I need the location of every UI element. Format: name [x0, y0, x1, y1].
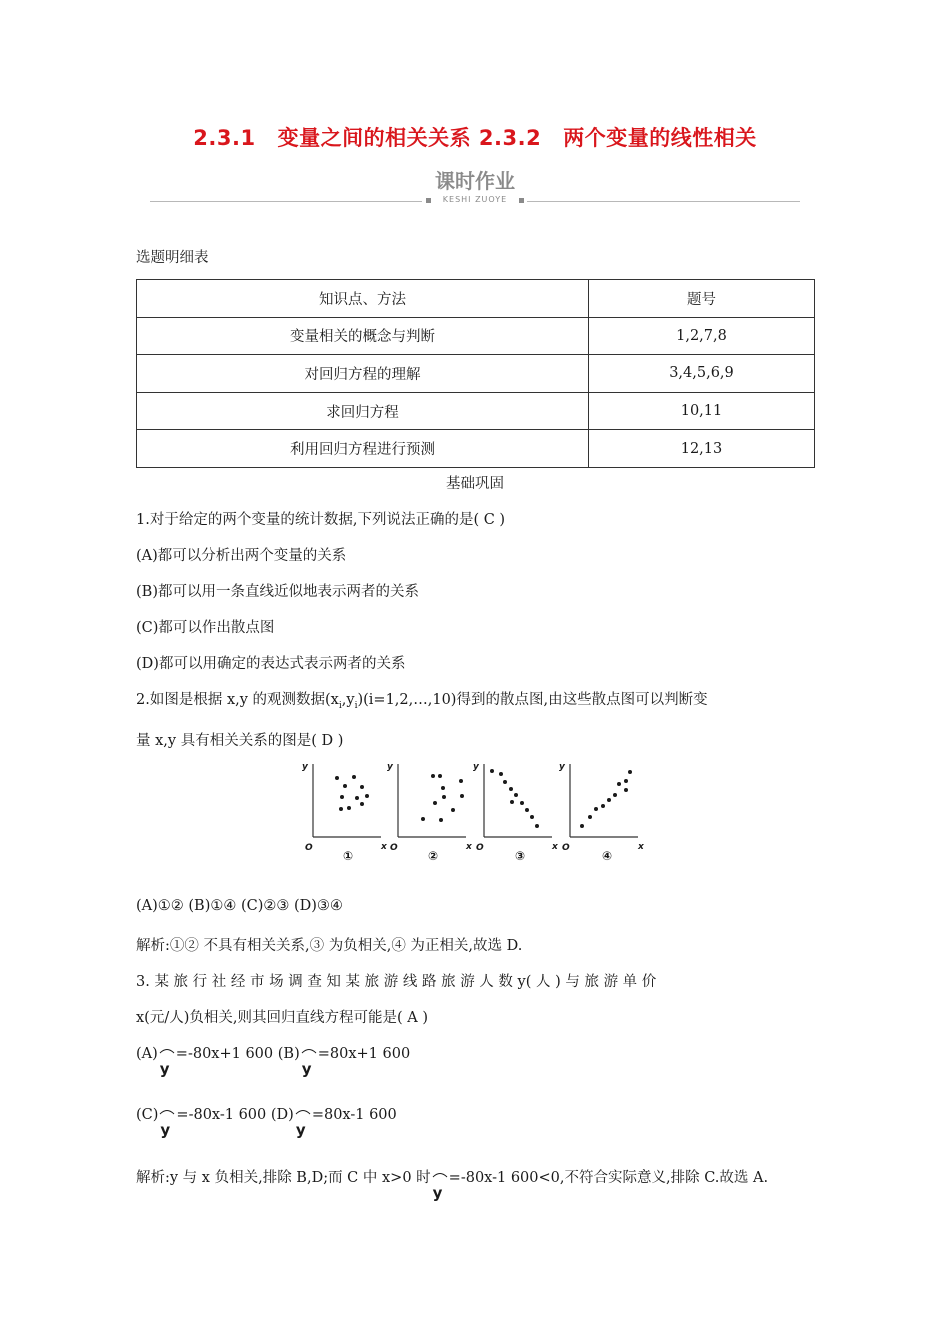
scatter-point: [439, 818, 443, 822]
plot-label-4: ④: [602, 849, 613, 863]
question-2-options: (A)①② (B)①④ (C)②③ (D)③④: [136, 898, 343, 914]
scatter-point: [594, 807, 598, 811]
hat-arc-icon: [159, 1047, 175, 1055]
scatter-point: [441, 786, 445, 790]
question-detail-table: [136, 279, 815, 468]
option-label: (C): [136, 1107, 159, 1123]
scatter-point: [617, 782, 621, 786]
question-3-stem-line-1: 3. 某 旅 行 社 经 市 场 调 查 知 某 旅 游 线 路 旅 游 人 数 y( 人 ) 与 旅 游 单 价: [136, 974, 657, 990]
scatter-point: [442, 795, 446, 799]
table-cell-numbers: 3,4,5,6,9: [589, 355, 815, 393]
question-2-stem-line-2: 量 x,y 具有相关关系的图是( D ): [136, 733, 344, 749]
hat-variable: y: [160, 1121, 171, 1139]
option-label: (D): [270, 1107, 294, 1123]
option-label: (B): [277, 1046, 300, 1062]
axis-y-label: y: [387, 762, 393, 772]
title-section-number-1: 2.3.1: [193, 126, 256, 150]
question-3-option-c: [136, 1105, 267, 1139]
hat-arc-icon: [432, 1171, 448, 1179]
scatter-point: [360, 802, 364, 806]
scatter-point: [451, 808, 455, 812]
hat-variable: y: [432, 1184, 443, 1202]
scatter-point: [460, 794, 464, 798]
option-expression: =-80x-1 600: [176, 1107, 267, 1123]
scatter-plot-4: [559, 762, 645, 863]
banner-rule-right: [527, 201, 800, 202]
plot-label-1: ①: [343, 849, 354, 863]
scatter-point: [343, 784, 347, 788]
axis-y-label: y: [302, 762, 308, 772]
hat-arc-icon: [295, 1108, 311, 1116]
scatter-point: [365, 794, 369, 798]
table-cell-numbers: 10,11: [589, 392, 815, 430]
scatter-point: [525, 808, 529, 812]
scatter-point: [433, 801, 437, 805]
title-section-text-2: 两个变量的线性相关: [563, 126, 757, 150]
question-1-option-b: (B)都可以用一条直线近似地表示两者的关系: [136, 584, 419, 600]
question-2-stem-part: 2.如图是根据 x,y 的观测数据(x: [136, 692, 339, 708]
axis-x-label: x: [466, 842, 472, 852]
option-expression: =80x+1 600: [317, 1046, 411, 1062]
axis-x-label: x: [552, 842, 558, 852]
scatter-point: [499, 772, 503, 776]
table-cell-topic: 变量相关的概念与判断: [137, 317, 589, 355]
table-row: [137, 355, 815, 393]
axis-origin-label: O: [305, 843, 313, 853]
analysis-part: =-80x-1 600<0,不符合实际意义,排除 C.故选 A.: [448, 1170, 769, 1186]
table-row: [137, 392, 815, 430]
y-hat-symbol: [294, 1105, 312, 1139]
page-title: [0, 122, 950, 152]
banner-rule-left: [150, 201, 422, 202]
scatter-point: [340, 795, 344, 799]
table-caption: 选题明细表: [136, 250, 209, 266]
title-section-text-1: 变量之间的相关关系: [277, 126, 472, 150]
scatter-point: [601, 804, 605, 808]
plot-label-3: ③: [515, 849, 526, 863]
question-1-option-c: (C)都可以作出散点图: [136, 620, 275, 636]
y-hat-symbol: [158, 1044, 176, 1078]
hat-arc-icon: [301, 1047, 317, 1055]
table-cell-numbers: 1,2,7,8: [589, 317, 815, 355]
title-section-number-2: 2.3.2: [478, 126, 542, 150]
scatter-point: [421, 817, 425, 821]
analysis-part: 解析:y 与 x 负相关,排除 B,D;而 C 中 x>0 时: [136, 1170, 431, 1186]
y-hat-symbol: [431, 1168, 449, 1202]
question-3-option-d: [270, 1105, 397, 1139]
question-2-analysis: 解析:①② 不具有相关关系,③ 为负相关,④ 为正相关,故选 D.: [136, 938, 523, 954]
scatter-point: [530, 815, 534, 819]
option-label: (A): [136, 1046, 158, 1062]
table-cell-topic: 利用回归方程进行预测: [137, 430, 589, 468]
scatter-point: [438, 774, 442, 778]
option-expression: =-80x+1 600: [175, 1046, 274, 1062]
axis-origin-label: O: [476, 843, 484, 853]
question-3-option-a: [136, 1044, 274, 1078]
scatter-point: [607, 798, 611, 802]
scatter-point: [431, 774, 435, 778]
question-1-stem: 1.对于给定的两个变量的统计数据,下列说法正确的是( C ): [136, 512, 506, 528]
question-1-option-d: (D)都可以用确定的表达式表示两者的关系: [136, 656, 406, 672]
question-3-options-cd: [136, 1105, 397, 1139]
table-row: [137, 430, 815, 468]
scatter-plot-1: [302, 762, 388, 863]
y-hat-symbol: [300, 1044, 318, 1078]
axis-x-label: x: [638, 842, 644, 852]
section-heading: 基础巩固: [446, 476, 504, 492]
scatter-point: [510, 800, 514, 804]
scatter-point: [347, 806, 351, 810]
question-2-stem-part: )(i=1,2,…,10)得到的散点图,由这些散点图可以判断变: [357, 692, 708, 708]
y-hat-symbol: [158, 1105, 176, 1139]
scatter-point: [352, 775, 356, 779]
question-2-stem-line-1: [136, 688, 708, 711]
scatter-point: [624, 779, 628, 783]
scatter-point: [459, 779, 463, 783]
scatter-point: [588, 815, 592, 819]
banner-dot-right: [519, 198, 524, 203]
question-2-stem-part: ,y: [341, 692, 355, 708]
scatter-point: [503, 780, 507, 784]
scatter-point: [490, 769, 494, 773]
subscript-i: i: [338, 700, 342, 711]
scatter-point: [514, 793, 518, 797]
banner-dot-left: [426, 198, 431, 203]
scatter-point: [520, 801, 524, 805]
hat-arc-icon: [159, 1108, 175, 1116]
axis-y-label: y: [473, 762, 479, 772]
scatter-point: [335, 776, 339, 780]
scatter-point: [360, 785, 364, 789]
question-3-analysis: [136, 1166, 769, 1202]
question-1-option-a: (A)都可以分析出两个变量的关系: [136, 548, 347, 564]
table-header-row: [137, 280, 815, 318]
banner-heading: 课时作业: [435, 169, 515, 193]
scatter-point: [624, 788, 628, 792]
option-expression: =80x-1 600: [311, 1107, 397, 1123]
scatter-point: [580, 824, 584, 828]
scatter-point: [628, 770, 632, 774]
table-cell-topic: 对回归方程的理解: [137, 355, 589, 393]
scatter-point: [355, 796, 359, 800]
scatter-plot-2: [387, 762, 473, 863]
axis-origin-label: O: [562, 843, 570, 853]
question-3-stem-line-2: x(元/人)负相关,则其回归直线方程可能是( A ): [136, 1010, 428, 1026]
scatter-point: [535, 824, 539, 828]
table-header-cell: 知识点、方法: [137, 280, 589, 318]
banner-pinyin: KESHI ZUOYE: [442, 195, 508, 204]
question-3-options-ab: [136, 1044, 411, 1078]
hat-variable: y: [159, 1060, 170, 1078]
table-cell-numbers: 12,13: [589, 430, 815, 468]
axis-origin-label: O: [390, 843, 398, 853]
plot-label-2: ②: [428, 849, 439, 863]
table-cell-topic: 求回归方程: [137, 392, 589, 430]
scatter-point: [339, 807, 343, 811]
scatter-point: [613, 793, 617, 797]
axis-y-label: y: [559, 762, 565, 772]
question-3-option-b: [277, 1044, 411, 1078]
subscript-i: i: [354, 700, 358, 711]
scatter-plot-3: [473, 762, 559, 863]
scatter-plots-figure: [297, 760, 653, 870]
hat-variable: y: [295, 1121, 306, 1139]
hat-variable: y: [301, 1060, 312, 1078]
axis-x-label: x: [381, 842, 387, 852]
scatter-point: [509, 787, 513, 791]
table-header-cell: 题号: [589, 280, 815, 318]
table-row: [137, 317, 815, 355]
